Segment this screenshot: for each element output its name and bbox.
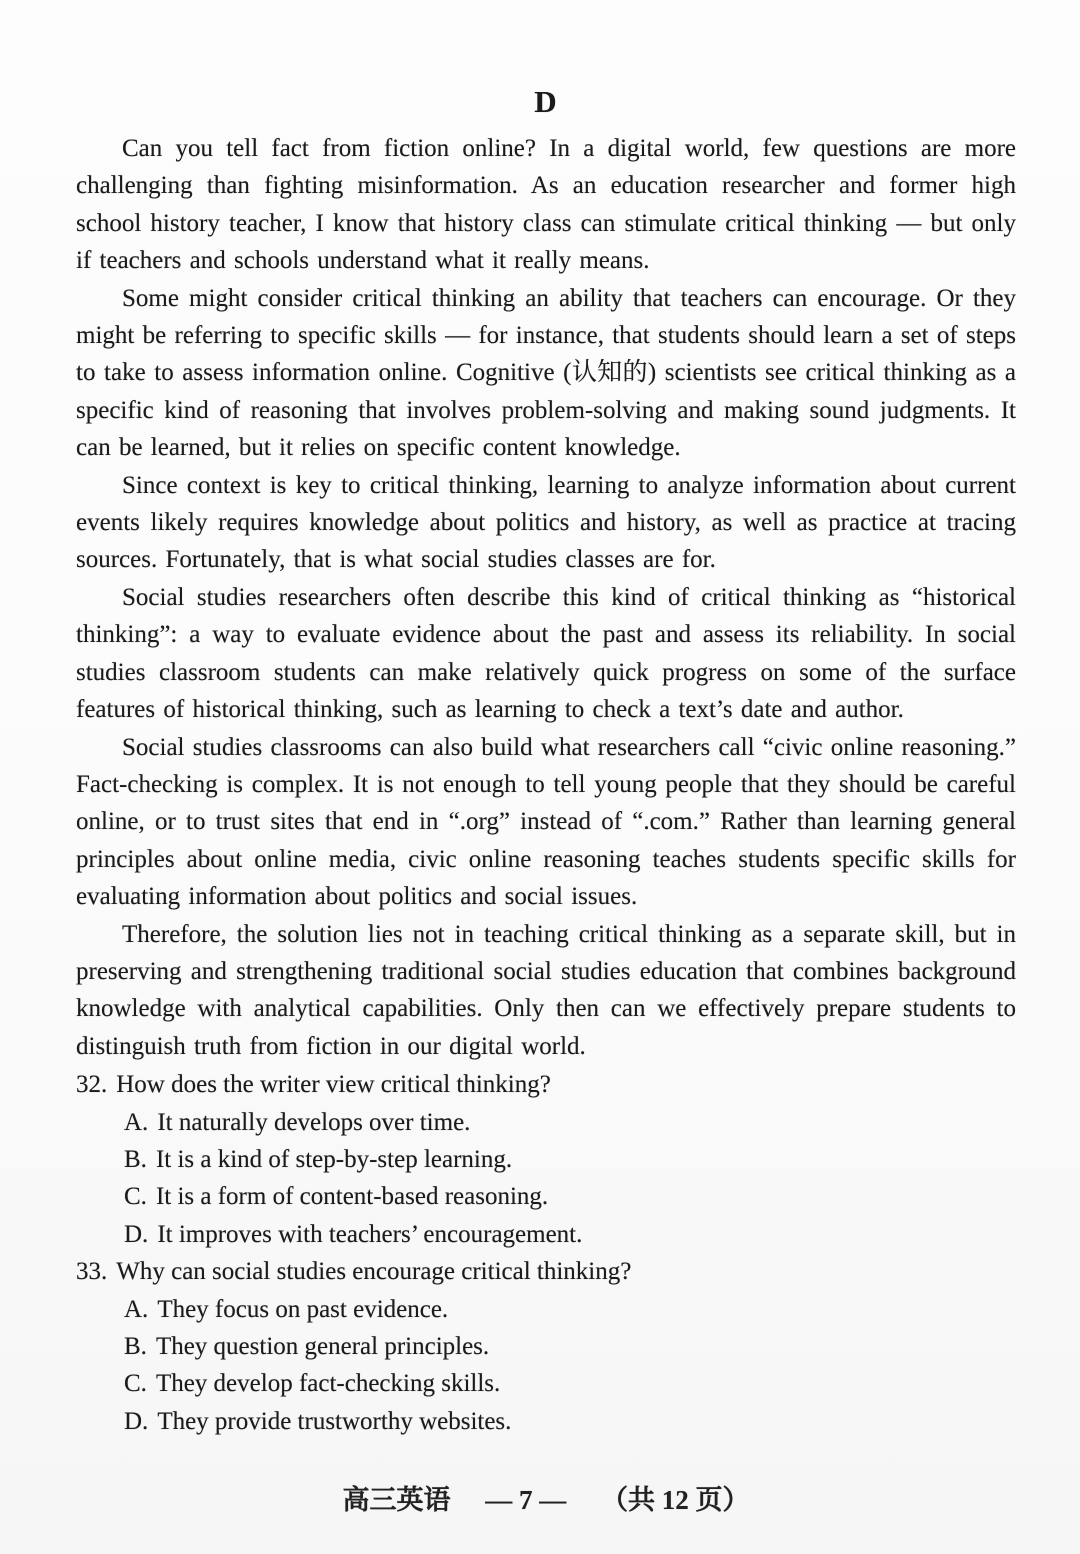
question-section (76, 1066, 1016, 1440)
passage-paragraph: Can you tell fact from fiction online? In a digital world, few questions are more challenging than fighting misinformation. As an education researcher and former high school history teacher, I know that history class can stimulate critical thinking — but only if teachers and schools understand what it really means. (76, 135, 1016, 275)
option-text: They provide trustworthy websites. (157, 1407, 512, 1435)
reading-passage (76, 130, 1016, 1065)
option-label: C. (124, 1370, 147, 1398)
answer-option (76, 1328, 1016, 1365)
question-33 (76, 1253, 1016, 1440)
option-label: B. (124, 1145, 147, 1173)
answer-option (76, 1365, 1016, 1402)
answer-option (76, 1291, 1016, 1328)
question-stem: Why can social studies encourage critical thinking? (116, 1258, 632, 1286)
option-label: D. (124, 1407, 149, 1435)
passage-section-label: D (534, 84, 558, 119)
question-number: 33. (76, 1258, 108, 1286)
option-text: It naturally develops over time. (157, 1108, 471, 1136)
option-label: A. (124, 1295, 149, 1323)
question-stem: How does the writer view critical thinking? (116, 1071, 551, 1099)
question-stem-line (76, 1253, 1016, 1290)
question-stem-line (76, 1066, 1016, 1103)
option-text: It improves with teachers’ encouragement. (157, 1220, 583, 1248)
passage-paragraph: Therefore, the solution lies not in teaching critical thinking as a separate skill, but in preserving and strengthening traditional social studies education that combines background knowledge with analytical capabilities. Only then can we effectively prepare students to distinguish truth from fiction in our digital world. (76, 920, 1016, 1060)
question-32 (76, 1066, 1016, 1253)
answer-option (76, 1141, 1016, 1178)
option-label: C. (124, 1183, 147, 1211)
question-number: 32. (76, 1071, 108, 1099)
passage-paragraph: Some might consider critical thinking an ability that teachers can encourage. Or they might be referring to specific skills — for instance, that students should learn a set of steps to take to assess information online. Cognitive (认知的) scientists see critical thinking as a specific kind of reasoning that involves problem-solving and making sound judgments. It can be learned, but it relies on specific content knowledge. (76, 284, 1016, 462)
option-text: They question general principles. (155, 1333, 490, 1360)
footer-total-pages: （共 12 页） (601, 1485, 750, 1516)
option-label: B. (124, 1333, 147, 1360)
passage-paragraph: Social studies researchers often describe this kind of critical thinking as “historical thinking”: a way to evaluate evidence about the past and assess its reliability. In social studies classroom students can make relatively quick progress on some of the surface features of historical thinking, such as learning to check a text’s date and author. (76, 583, 1016, 724)
answer-option (76, 1403, 1016, 1440)
answer-option (76, 1178, 1016, 1215)
option-text: They develop fact-checking skills. (155, 1370, 501, 1398)
option-text: It is a form of content-based reasoning. (155, 1183, 549, 1211)
footer-page-number: — 7 — (485, 1485, 567, 1516)
option-label: A. (124, 1108, 149, 1136)
passage-paragraph: Since context is key to critical thinking, learning to analyze information about current events likely requires knowledge about politics and history, as well as practice at tracing sources. Fortunately, that is what social studies classes are for. (76, 471, 1016, 574)
answer-option (76, 1216, 1016, 1253)
passage-paragraph: Social studies classrooms can also build what researchers call “civic online reasoning.” Fact-checking is complex. It is not enough to tell young people that they should be careful online, or to trust sites that end in “.org” instead of “.com.” Rather than learning general principles about online media, civic online reasoning teaches students specific skills for evaluating information about politics and social issues. (76, 733, 1016, 911)
option-text: It is a kind of step-by-step learning. (155, 1145, 513, 1173)
page-footer (76, 1480, 1016, 1520)
option-label: D. (124, 1220, 149, 1248)
footer-course-label: 高三英语 (342, 1485, 451, 1516)
option-text: They focus on past evidence. (157, 1295, 449, 1323)
answer-option (76, 1104, 1016, 1141)
